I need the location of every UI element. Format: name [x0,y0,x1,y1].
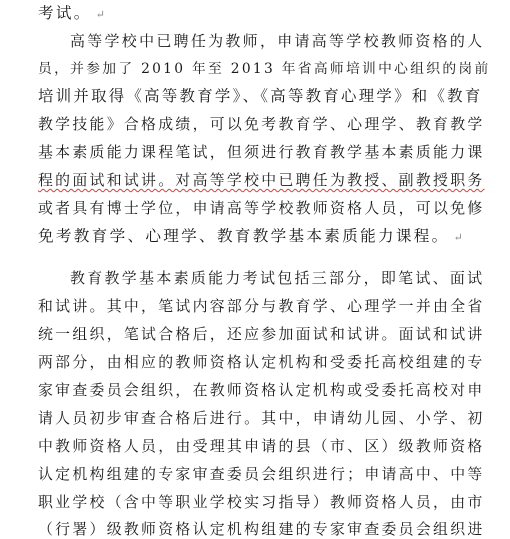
text-line [38,142,502,162]
text-line [70,268,502,288]
line-text: 教学技能》合格成绩，可以免考教育学、心理学、教育教学 [38,115,485,133]
text-line [38,464,502,484]
paragraph-mark-icon: ↵ [95,8,105,21]
line-text: 基本素质能力课程笔试，但须进行教育教学基本素质能力课 [38,143,485,161]
text-line [38,59,502,79]
line-text: 培训并取得《高等教育学》、《高等教育心理学》和《教育 [38,87,483,105]
line-text: 家审查委员会组织，在教师资格认定机构或受委托高校对申 [38,381,485,399]
line-text: 中教师资格人员，由受理其申请的县（市、区）级教师资格 [38,437,485,455]
line-text: 或者具有博士学位，申请高等学校教师资格人员，可以免修 [38,199,485,217]
text-line [38,3,502,23]
text-line [70,31,502,51]
text-line [38,352,502,372]
line-text: 职业学校（含中等职业学校实习指导）教师资格人员，由市 [38,493,485,511]
paragraph-mark-icon: ↵ [453,231,463,244]
text-line [38,170,502,190]
text-line [38,519,502,539]
line-text: 员，并参加了 2010 年至 2013 年省高师培训中心组织的岗前 [38,61,491,77]
text-line [38,226,502,246]
line-text: （行署）级教师资格认定机构组建的专家审查委员会组织进 [38,520,485,538]
line-text: 教育教学基本素质能力考试包括三部分，即笔试、面试 [70,269,485,287]
line-text: 免考教育学、心理学、教育教学基本素质能力课程。 [38,227,450,245]
text-line [38,114,502,134]
line-text: 程的面试和试讲。对高等学校中已聘任为教授、副教授职务 [38,171,485,189]
text-line [38,296,502,316]
text-line [38,492,502,512]
line-text: 和试讲。其中，笔试内容部分与教育学、心理学一并由全省 [38,297,485,315]
text-line [38,86,502,106]
text-line [38,436,502,456]
line-text: 请人员初步审查合格后进行。其中，申请幼儿园、小学、初 [38,409,485,427]
line-text: 两部分，由相应的教师资格认定机构和受委托高校组建的专 [38,353,485,371]
line-text: 高等学校中已聘任为教师，申请高等学校教师资格的人 [70,32,485,50]
text-line [38,198,502,218]
text-line [38,408,502,428]
line-text: 考试。 [38,4,92,22]
line-text: 认定机构组建的专家审查委员会组织进行；申请高中、中等 [38,465,485,483]
text-line [38,324,502,344]
line-text: 统一组织，笔试合格后，还应参加面试和试讲。面试和试讲 [38,325,485,343]
text-line [38,380,502,400]
